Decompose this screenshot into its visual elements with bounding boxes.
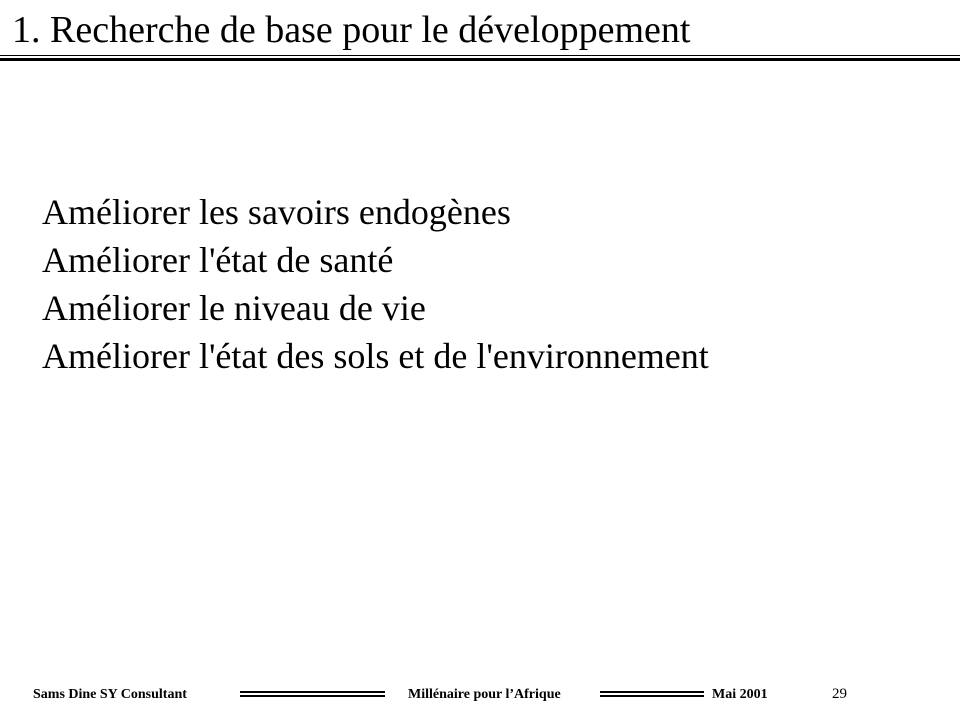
footer-date: Mai 2001 xyxy=(712,687,768,702)
bullet-list xyxy=(42,188,709,380)
title-divider-thin xyxy=(0,55,960,56)
page-number: 29 xyxy=(832,686,847,702)
bullet-item-savoirs: Améliorer les savoirs endogènes xyxy=(42,192,511,232)
slide-title: 1. Recherche de base pour le développement xyxy=(12,9,691,51)
footer-event: Millénaire pour l’Afrique xyxy=(408,687,561,702)
footer-divider-right xyxy=(600,691,704,698)
slide-footer xyxy=(0,682,960,710)
bullet-item-sante: Améliorer l'état de santé xyxy=(42,240,394,280)
bullet-item-niveau-de-vie: Améliorer le niveau de vie xyxy=(42,288,426,328)
footer-divider-left xyxy=(240,691,385,698)
footer-author: Sams Dine SY Consultant xyxy=(33,687,187,702)
bullet-item-sols-environnement: Améliorer l'état des sols et de l'environnement xyxy=(42,336,709,376)
title-divider-thick xyxy=(0,58,960,61)
